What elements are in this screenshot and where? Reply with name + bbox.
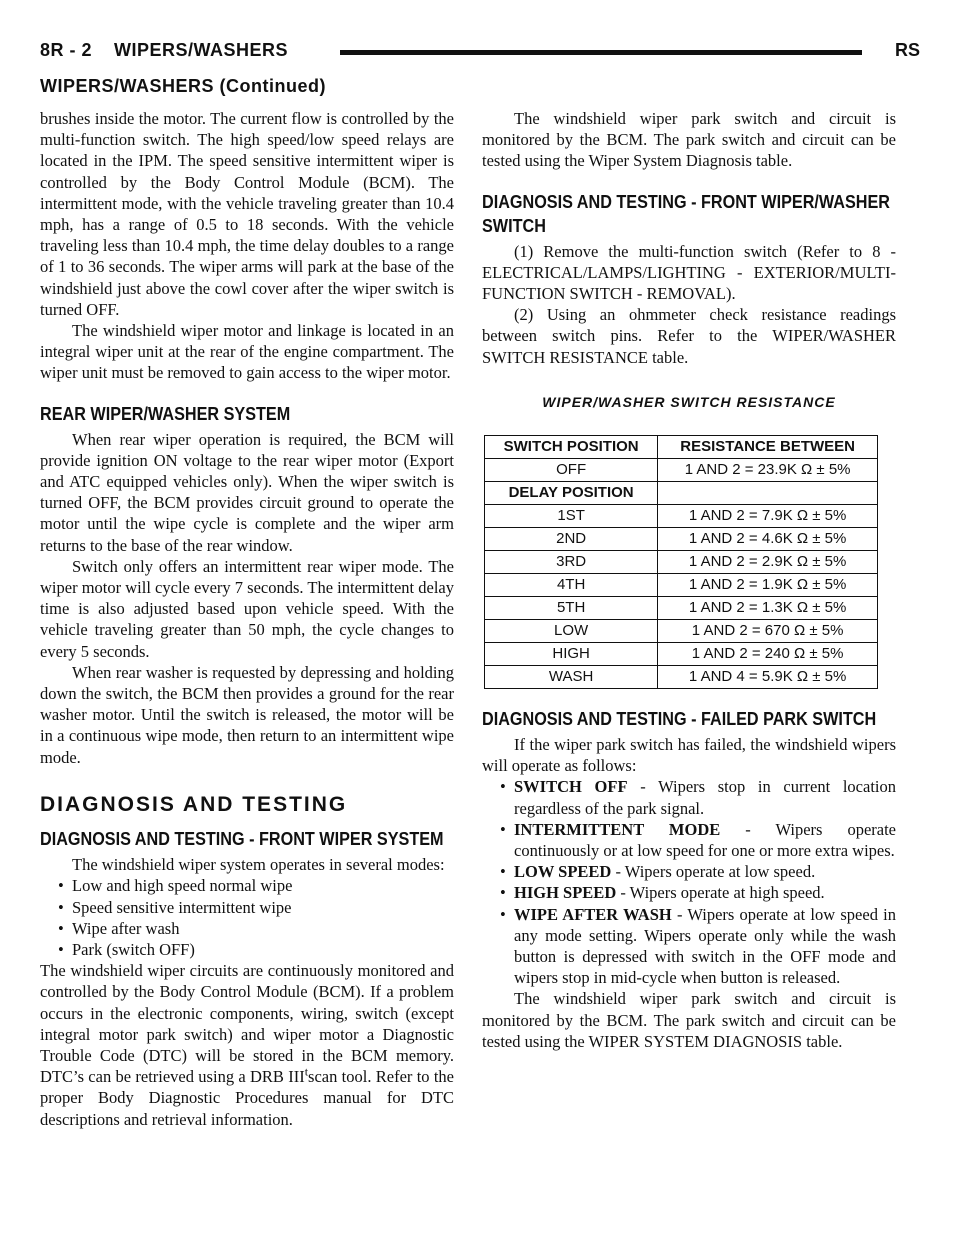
resistance-table xyxy=(484,435,878,689)
list-item: • INTERMITTENT MODE - Wipers operate continuously or at low speed for one or more extra wipes. xyxy=(500,819,896,861)
section-heading-park-switch: DIAGNOSIS AND TESTING - FAILED PARK SWITCH xyxy=(482,709,877,730)
table-row: 5TH 1 AND 2 = 1.3K Ω ± 5% xyxy=(485,597,878,620)
paragraph: The windshield wiper system operates in several modes: xyxy=(72,855,445,875)
paragraph: When rear wiper operation is required, the BCM will provide ignition ON voltage to the rear wiper motor (Export and ATC equipped vehicles only). When the wiper switch is turned OFF, the BCM provides circuit ground to operate the motor until the wipe cycle is complete and the wiper arm returns to the base of the rear window. xyxy=(40,429,454,555)
paragraph: brushes inside the motor. The current flow is controlled by the multi-function switch. The high speed/low speed relays are located in the IPM. The speed sensitive intermittent wiper is controlled by the Body Control Module (BCM). The intermittent mode, with the vehicle traveling greater than 10.4 mph, has a range of 0.5 to 18 seconds. With the vehicle traveling less than 10.4 mph, the time delay doubles to a range of 1 to 36 seconds. The wiper arms will park at the base of the windshield just above the cowl cover after the wiper switch is turned OFF. xyxy=(40,109,454,319)
list-item: • Low and high speed normal wipe xyxy=(58,876,293,896)
trademark-mark: t xyxy=(304,1064,309,1079)
section-heading-front-wiper: DIAGNOSIS AND TESTING - FRONT WIPER SYSTEM xyxy=(40,829,444,850)
list-item: • Speed sensitive intermittent wipe xyxy=(58,897,292,917)
header-code: RS xyxy=(894,40,920,60)
table-row: LOW 1 AND 2 = 670 Ω ± 5% xyxy=(485,620,878,643)
chapter-heading-diagnosis: DIAGNOSIS AND TESTING xyxy=(40,792,348,816)
bullet-icon: • xyxy=(500,904,506,924)
table-row: 1ST 1 AND 2 = 7.9K Ω ± 5% xyxy=(485,505,878,528)
table-row: 3RD 1 AND 2 = 2.9K Ω ± 5% xyxy=(485,551,878,574)
section-heading-rear: REAR WIPER/WASHER SYSTEM xyxy=(40,403,291,424)
table-row: 2ND 1 AND 2 = 4.6K Ω ± 5% xyxy=(485,528,878,551)
table-row: WASH 1 AND 4 = 5.9K Ω ± 5% xyxy=(485,666,878,689)
header-section-title: 8R - 2 WIPERS/WASHERS xyxy=(40,40,289,60)
column-header: RESISTANCE BETWEEN xyxy=(658,436,878,459)
list-item: • HIGH SPEED - Wipers operate at high speed. xyxy=(500,883,825,903)
list-item: • Park (switch OFF) xyxy=(58,939,195,959)
table-row: 4TH 1 AND 2 = 1.9K Ω ± 5% xyxy=(485,574,878,597)
bullet-icon: • xyxy=(500,883,506,903)
right-column xyxy=(482,108,896,1052)
page-header xyxy=(40,40,920,68)
continued-heading: WIPERS/WASHERS (Continued) xyxy=(40,76,326,96)
list-item: • WIPE AFTER WASH - Wipers operate at low speed in any mode setting. Wipers operate only while the wash button is depressed with switch in the OFF mode and wipers stop in mid-cycle when button is released. xyxy=(500,904,896,988)
bullet-icon: • xyxy=(58,897,64,917)
paragraph: The windshield wiper park switch and circuit is monitored by the BCM. The park switch and circuit can be tested using the WIPER SYSTEM DIAGNOSIS table. xyxy=(482,989,896,1051)
column-header: SWITCH POSITION xyxy=(485,436,658,459)
paragraph: The windshield wiper motor and linkage is located in an integral wiper unit at the rear of the engine compartment. The wiper unit must be removed to gain access to the wiper motor. xyxy=(40,321,454,383)
bullet-icon: • xyxy=(58,918,64,938)
paragraph: The windshield wiper park switch and circuit is monitored by the BCM. The park switch and circuit can be tested using the Wiper System Diagnosis table. xyxy=(482,109,896,171)
table-header-row xyxy=(485,436,878,459)
left-column xyxy=(40,108,454,1130)
bullet-icon: • xyxy=(500,862,506,882)
paragraph: Switch only offers an intermittent rear wiper mode. The wiper motor will cycle every 7 seconds. The intermittent delay time is also adjusted based upon vehicle speed. With the vehicle traveling greater than 50 mph, the cycle changes to every 5 seconds. xyxy=(40,556,454,661)
bullet-icon: • xyxy=(500,819,506,839)
bullet-icon: • xyxy=(58,939,64,959)
section-heading-switch: DIAGNOSIS AND TESTING - FRONT WIPER/WASHER SWITCH xyxy=(482,191,891,236)
bullet-icon: • xyxy=(58,876,64,896)
paragraph: (1) Remove the multi-function switch (Refer to 8 - ELECTRICAL/LAMPS/LIGHTING - EXTERIOR/MULTI-FUNCTION SWITCH - REMOVAL). xyxy=(482,241,896,304)
table-row: OFF 1 AND 2 = 23.9K Ω ± 5% xyxy=(485,459,878,482)
list-item: • LOW SPEED - Wipers operate at low speed. xyxy=(500,862,816,882)
list-item: • Wipe after wash xyxy=(58,918,180,938)
table-row: DELAY POSITION xyxy=(485,482,878,505)
list-item: • SWITCH OFF - Wipers stop in current location regardless of the park signal. xyxy=(500,777,896,818)
paragraph: If the wiper park switch has failed, the windshield wipers will operate as follows: xyxy=(482,735,896,776)
table-row: HIGH 1 AND 2 = 240 Ω ± 5% xyxy=(485,643,878,666)
header-rule xyxy=(340,50,862,55)
paragraph: (2) Using an ohmmeter check resistance readings between switch pins. Refer to the WIPER/WASHER SWITCH RESISTANCE table. xyxy=(482,305,896,367)
paragraph: When rear washer is requested by depressing and holding down the switch, the BCM then provides a ground for the rear washer motor. Until the switch is released, the motor will be in a continuous wipe mode, then return to an intermittent wipe mode. xyxy=(40,662,454,767)
bullet-icon: • xyxy=(500,777,506,797)
paragraph: The windshield wiper circuits are continuously monitored and controlled by the Body Control Module (BCM). If a problem occurs in the electronic components, wiring, switch (except integral motor park switch) and wiper motor a Diagnostic Trouble Code (DTC) will be stored in the BCM memory. DTC’s can be retrieved using a DRB III$^t$scan tool. Refer to the proper Body Diagnostic Procedures manual for DTC descriptions and retrieval information. xyxy=(40,961,454,1129)
table-title: WIPER/WASHER SWITCH RESISTANCE xyxy=(542,393,836,410)
